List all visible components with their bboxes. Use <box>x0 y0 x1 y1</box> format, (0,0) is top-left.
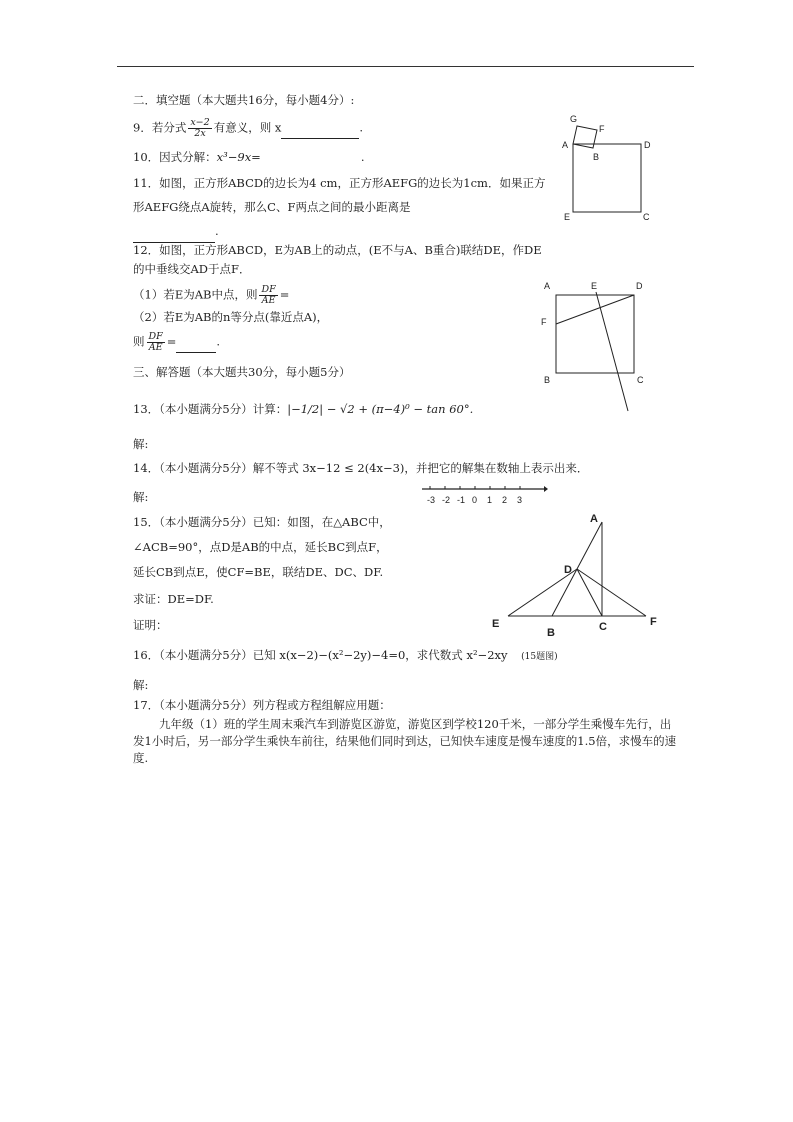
q12-p1-end: = <box>279 287 290 302</box>
number-line-arrow <box>544 486 548 492</box>
segment-de <box>508 569 577 616</box>
q9-answer-blank <box>281 138 359 139</box>
q15-line-4: 求证：DE=DF. <box>133 592 214 606</box>
q12-p2b-answer-blank <box>176 352 216 353</box>
q12-p2b-dot: . <box>216 334 221 349</box>
label-d: D <box>644 140 651 150</box>
figure-12-square <box>536 276 651 416</box>
q12-part-1 <box>133 285 329 306</box>
label-c: C <box>643 212 650 222</box>
question-16 <box>133 648 558 664</box>
number-line-label: 2 <box>502 495 508 505</box>
question-10 <box>133 150 364 164</box>
figure-11-squares <box>555 112 665 224</box>
answer-label-16: 解: <box>133 678 149 692</box>
label-a-15: A <box>590 513 598 525</box>
label-c-15: C <box>599 621 607 633</box>
q12-p2b-num: DF <box>148 331 163 342</box>
question-13 <box>133 402 473 416</box>
q11-end: . <box>215 224 219 238</box>
label-b-small: B <box>593 152 600 162</box>
q10-end: . <box>360 150 365 164</box>
label-f-12: F <box>541 317 547 327</box>
q13-expression: |−1/2| − √2 + (π−4)⁰ − tan 60°. <box>287 402 474 416</box>
number-line-label: -2 <box>442 495 451 505</box>
square-abcd <box>573 144 641 212</box>
perpendicular-bisector <box>596 292 628 411</box>
q15-line-3: 延长CB到点E，使CF=BE，联结DE、DC、DF. <box>133 565 384 579</box>
q12-p2b-fraction <box>147 332 165 353</box>
label-d-15: D <box>564 564 572 576</box>
segment-df <box>577 569 646 616</box>
label-b-12: B <box>544 375 551 385</box>
q12-p1-fraction <box>259 285 277 306</box>
q15-line-1: 15．（本小题满分5分）已知：如图，在△ABC中， <box>133 515 391 529</box>
q12-p2b-end: = <box>166 334 177 349</box>
number-line-label: 0 <box>472 495 478 505</box>
q17-line-1: 17．（本小题满分5分）列方程或方程组解应用题： <box>133 698 391 712</box>
q12-p2b-den: AE <box>148 342 163 353</box>
q9-numerator: x−2 <box>190 117 210 128</box>
q13-prefix: 13．（本小题满分5分）计算： <box>133 402 288 416</box>
q9-denominator: 2x <box>194 128 206 139</box>
header-rule <box>117 66 694 67</box>
q15-line-2: ∠ACB=90°，点D是AB的中点，延长BC到点F， <box>133 540 388 554</box>
q15-line-5: 证明： <box>133 618 168 632</box>
section-2-heading: 二．填空题（本大题共16分，每小题4分）: <box>133 93 355 107</box>
figure-15-triangle <box>488 508 668 640</box>
q9-mid: 有意义，则 x <box>213 120 282 135</box>
q10-expression: x³−9x= <box>216 150 261 164</box>
q9-end: . <box>359 120 363 135</box>
q17-body: 九年级（1）班的学生周末乘汽车到游览区游览，游览区到学校120千米，一部分学生乘慢车先行，出发1小时后，另一部分学生乘快车前往，结果他们同时到达，已知快车速度是慢车速度的1.5倍，求慢车的速度. <box>133 717 677 765</box>
label-e-12: E <box>591 281 598 291</box>
answer-label-13: 解: <box>133 437 149 451</box>
number-line-label: -3 <box>427 495 436 505</box>
q12-part-2: （2）若E为AB的n等分点(靠近点A)， <box>133 310 329 324</box>
question-14: 14．（本小题满分5分）解不等式 3x−12 ≤ 2(4x−3)，并把它的解集在数轴上表示出来． <box>133 461 589 475</box>
section-3-heading: 三、解答题（本大题共30分，每小题5分） <box>133 365 351 379</box>
label-e: E <box>564 212 571 222</box>
number-line <box>420 481 548 507</box>
question-9 <box>133 118 363 139</box>
answer-label-14: 解: <box>133 490 149 504</box>
number-line-label: 1 <box>487 495 493 505</box>
label-c-12: C <box>637 375 644 385</box>
question-12: 12．如图，正方形ABCD，E为AB上的动点，(E不与A、B重合)联结DE，作DE的中垂线交AD于点F． <box>133 243 542 276</box>
label-d-12: D <box>636 281 643 291</box>
q12-p1-den: AE <box>261 295 276 306</box>
q9-prefix: 9．若分式 <box>133 120 187 135</box>
label-a-12: A <box>544 281 551 291</box>
q12-p1-prefix: （1）若E为AB中点，则 <box>133 287 258 302</box>
label-e-15: E <box>492 618 500 630</box>
label-f-15: F <box>650 616 657 628</box>
q10-prefix: 10．因式分解： <box>133 150 217 164</box>
q11-text: 11．如图，正方形ABCD的边长为4 cm，正方形AEFG的边长为1cm．如果正方形AEFG绕点A旋转，那么C、F两点之间的最小距离是 <box>133 176 546 214</box>
square-abcd-12 <box>556 295 634 373</box>
question-11 <box>133 171 553 243</box>
square-aefg <box>573 126 597 148</box>
number-line-label: 3 <box>517 495 523 505</box>
q12-p2b-prefix: 则 <box>133 334 145 349</box>
number-line-label: -1 <box>457 495 466 505</box>
label-g: G <box>570 114 578 124</box>
q9-fraction <box>188 118 211 139</box>
label-f: F <box>599 124 605 134</box>
label-b-15: B <box>547 627 555 639</box>
figure-15-caption: (15题图) <box>521 652 558 662</box>
q12-part-2-answer <box>133 332 220 353</box>
label-a: A <box>562 140 569 150</box>
segment-fd <box>556 295 634 324</box>
segment-dc <box>577 569 602 616</box>
q16-text: 16．（本小题满分5分）已知 x(x−2)−(x²−2y)−4=0，求代数式 x²−2xy <box>133 648 508 662</box>
q12-p1-num: DF <box>261 284 276 295</box>
